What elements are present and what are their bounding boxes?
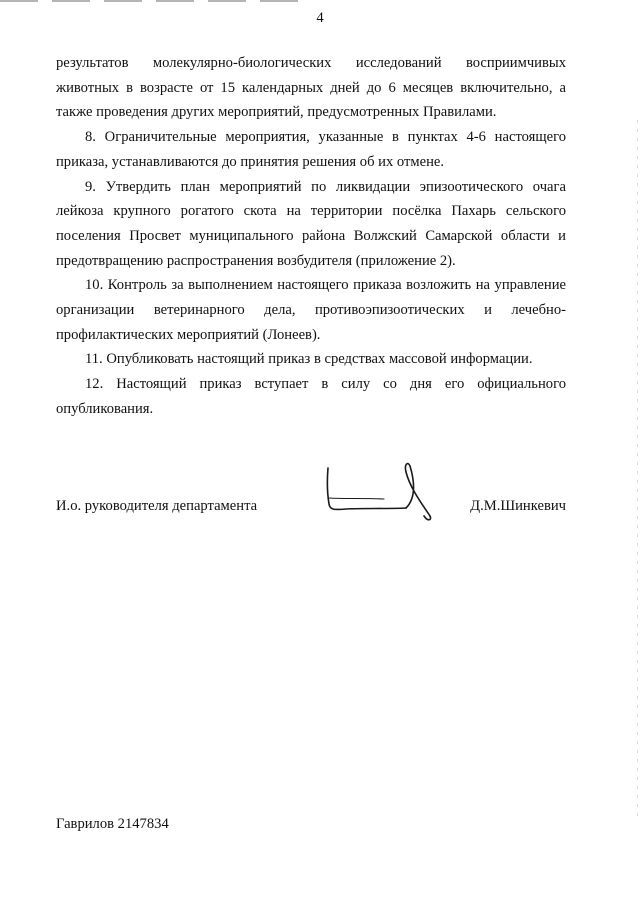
signature-block xyxy=(56,498,566,518)
paragraph-item-9: 9. Утвердить план мероприятий по ликвидации эпизоотического очага лейкоза крупного рогатого скота на территории посёлка Пахарь сельского поселения Просвет муниципального района Волжский Самарской области и предотвращению распространения возбудителя (приложение 2). xyxy=(56,178,566,269)
paragraph-item-10: 10. Контроль за выполнением настоящего приказа возложить на управление организации ветеринарного дела, противоэпизоотических и лечебно-профилактических мероприятий (Лонеев). xyxy=(56,277,566,343)
page-number: 4 xyxy=(316,10,324,26)
scan-artifact-edge xyxy=(637,120,638,820)
document-body xyxy=(56,51,566,422)
paragraph-item-11: 11. Опубликовать настоящий приказ в средствах массовой информации. xyxy=(85,351,533,368)
scan-artifact-top xyxy=(0,0,300,2)
paragraph-item-12: 12. Настоящий приказ вступает в силу со дня его официального опубликования. xyxy=(56,376,566,417)
handwritten-signature-icon xyxy=(324,458,444,528)
signatory-name: Д.М.Шинкевич xyxy=(470,498,566,514)
executor-line: Гаврилов 2147834 xyxy=(56,816,169,832)
paragraph-continuation: результатов молекулярно-биологических исследований восприимчивых животных в возрасте от 15 календарных дней до 6 месяцев включительно, а также проведения других мероприятий, предусмотренных Правилами. xyxy=(56,55,566,121)
paragraph-item-8: 8. Ограничительные мероприятия, указанные в пунктах 4-6 настоящего приказа, устанавливаются до принятия решения об их отмене. xyxy=(56,129,566,170)
signatory-title: И.о. руководителя департамента xyxy=(56,498,258,514)
